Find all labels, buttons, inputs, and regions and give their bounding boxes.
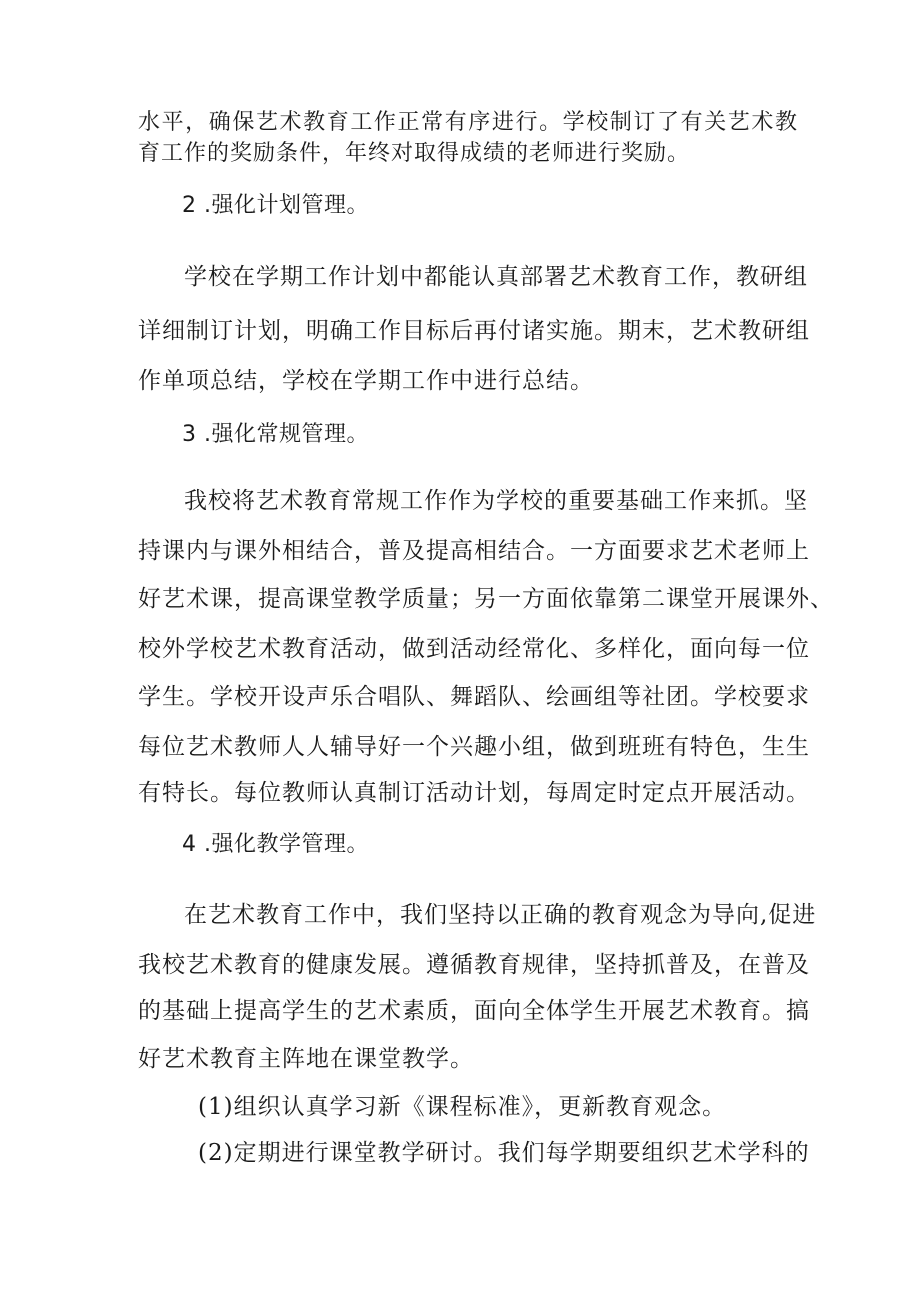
section-2-line-3: 作单项总结，学校在学期工作中进行总结。 bbox=[138, 368, 594, 394]
section-3-line-6: 每位艺术教师人人辅导好一个兴趣小组，做到班班有特色，生生 bbox=[138, 734, 810, 760]
section-3-line-2: 持课内与课外相结合，普及提高相结合。一方面要求艺术老师上 bbox=[138, 538, 810, 564]
section-4-line-1: 在艺术教育工作中，我们坚持以正确的教育观念为导向,促进 bbox=[184, 902, 817, 928]
section-4-heading: 4 .强化教学管理。 bbox=[182, 832, 369, 857]
section-4-line-4: 好艺术教育主阵地在课堂教学。 bbox=[138, 1046, 474, 1072]
section-4-line-2: 我校艺术教育的健康发展。遵循教育规律，坚持抓普及，在普及 bbox=[138, 952, 810, 978]
section-3-line-7: 有特长。每位教师认真制订活动计划，每周定时定点开展活动。 bbox=[138, 780, 810, 806]
section-2-line-2: 详细制订计划，明确工作目标后再付诸实施。期末，艺术教研组 bbox=[138, 318, 810, 344]
intro-line-2: 育工作的奖励条件，年终对取得成绩的老师进行奖励。 bbox=[138, 141, 691, 166]
section-3-heading: 3 .强化常规管理。 bbox=[182, 422, 369, 447]
intro-line-1: 水平，确保艺术教育工作正常有序进行。学校制订了有关艺术教 bbox=[138, 110, 798, 135]
section-3-line-1: 我校将艺术教育常规工作作为学校的重要基础工作来抓。坚 bbox=[184, 488, 808, 514]
section-4-line-3: 的基础上提高学生的艺术素质，面向全体学生开展艺术教育。搞 bbox=[138, 998, 810, 1024]
section-2-heading: 2 .强化计划管理。 bbox=[182, 193, 369, 218]
section-3-line-4: 校外学校艺术教育活动，做到活动经常化、多样化，面向每一位 bbox=[138, 636, 810, 662]
section-3-line-5: 学生。学校开设声乐合唱队、舞蹈队、绘画组等社团。学校要求 bbox=[138, 684, 810, 710]
section-3-line-3: 好艺术课，提高课堂教学质量；另一方面依靠第二课堂开展课外、 bbox=[138, 586, 834, 612]
section-2-line-1: 学校在学期工作计划中都能认真部署艺术教育工作，教研组 bbox=[184, 264, 808, 290]
section-4-item-2: (2)定期进行课堂教学研讨。我们每学期要组织艺术学科的 bbox=[198, 1140, 810, 1166]
section-4-item-1: (1)组织认真学习新《课程标准》，更新教育观念。 bbox=[198, 1094, 727, 1120]
